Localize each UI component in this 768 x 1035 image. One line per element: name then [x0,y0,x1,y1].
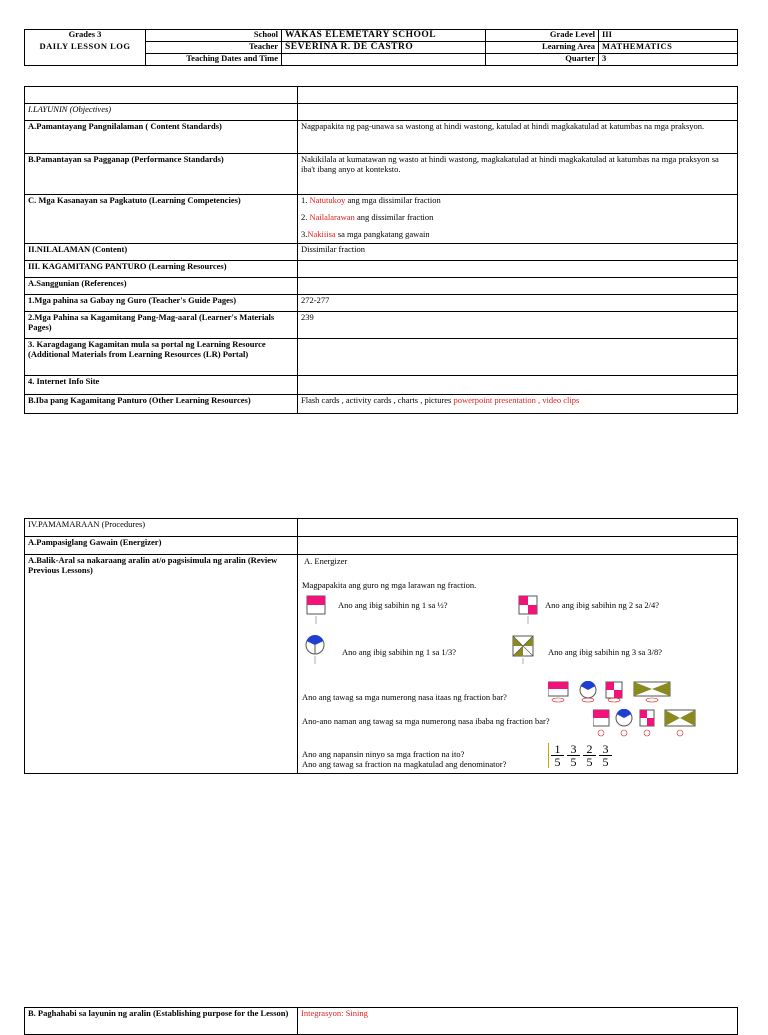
question-6: Ano-ano naman ang tawag sa mga numerong nasa ibaba ng fraction bar? [302,716,550,726]
school-value: WAKAS ELEMETARY SCHOOL [282,30,486,42]
blank-top-right [298,87,738,104]
tg-label: 1.Mga pahina sa Gabay ng Guro (Teacher's Guide Pages) [25,295,298,312]
question-2: Ano ang ibig sabihin ng 2 sa 2/4? [545,600,660,610]
question-5: Ano ang tawag sa mga numerong nasa itaas ng fraction bar? [302,692,507,702]
question-7: Ano ang napansin ninyo sa mga fraction na ito? [302,749,465,759]
quarter-label: Quarter [486,54,599,66]
tg-value: 272-277 [298,295,738,312]
intro-text: Magpapakita ang guro ng mga larawan ng fraction. [302,580,477,590]
teacher-value: SEVERINA R. DE CASTRO [282,42,486,54]
competency-2: 2. Nailalarawan ang dissimilar fraction [301,211,434,222]
quarter-value: 3 [599,54,738,66]
grades-cell: Grades 3 [25,30,146,42]
procedures-table [24,518,738,774]
competency-3: 3.Nakiiisa sa mga pangkatang gawain [301,228,430,239]
other-value: Flash cards , activity cards , charts , pictures powerpoint presentation , video clips [298,395,738,414]
lm-label: 2.Mga Pahina sa Kagamitang Pang-Mag-aaral (Learner's Materials Pages) [25,312,298,339]
log-title: DAILY LESSON LOG [25,42,146,54]
question-8: Ano ang tawag sa fraction na magkatulad ang denominator? [302,759,507,770]
numerator-figures-icon [548,681,688,703]
school-label: School [146,30,282,42]
competency-list [298,195,738,244]
content-std-label: A.Pamantayang Pangnilalaman ( Content Standards) [25,121,298,154]
third-circle-icon [304,635,326,665]
review-content [298,555,738,774]
blank-top-left [25,87,298,104]
teacher-label: Teacher [146,42,282,54]
question-7-8 [302,749,506,769]
question-3: Ano ang ibig sabihin ng 1 sa 1/3? [342,647,457,657]
content-std-value: Nagpapakita ng pag-unawa sa wastong at hindi wastong, katulad at hindi magkakatulad at katumbas na mga praksyon. [298,121,738,154]
header-table [24,29,738,66]
fraction-3: $\frac{2}{5}$ [583,743,596,768]
eighth-square-icon [512,635,534,665]
blank-cell [25,54,146,66]
learning-area-label: Learning Area [486,42,599,54]
energizer-heading: A. Energizer [304,556,348,566]
resources-label: III. KAGAMITANG PANTURO (Learning Resources) [25,261,298,278]
half-square-icon [306,595,326,625]
procedures-title: IV.PAMAMARAAN (Procedures) [25,519,298,537]
perf-std-label: B.Pamantayan sa Pagganap (Performance Standards) [25,154,298,195]
learning-area-value: MATHEMATICS [599,42,738,54]
purpose-table [24,1007,738,1035]
fraction-4: $\frac{3}{5}$ [599,743,612,768]
references-label: A.Sanggunian (References) [25,278,298,295]
purpose-value: Integrasyon: Sining [298,1008,738,1035]
review-label: A.Balik-Aral sa nakaraang aralin at/o pagsisimula ng aralin (Review Previous Lessons) [25,555,298,774]
question-1: Ano ang ibig sabihin ng 1 sa ½? [338,600,448,610]
content-label: II.NILALAMAN (Content) [25,244,298,261]
purpose-label: B. Paghahabi sa layunin ng aralin (Establishing purpose for the Lesson) [25,1008,298,1035]
lm-value: 239 [298,312,738,339]
lr-label: 3. Karagdagang Kagamitan mula sa portal ng Learning Resource (Additional Materials from Learning Resources (LR) Portal) [25,339,298,376]
competency-label: C. Mga Kasanayan sa Pagkatuto (Learning Competencies) [25,195,298,244]
objectives-title: I.LAYUNIN (Objectives) [25,104,298,121]
other-label: B.Iba pang Kagamitang Panturo (Other Learning Resources) [25,395,298,414]
fraction-2: $\frac{3}{5}$ [567,743,580,768]
grade-level-value: III [599,30,738,42]
question-4: Ano ang ibig sabihin ng 3 sa 3/8? [548,647,663,657]
energizer-label: A.Pampasiglang Gawain (Energizer) [25,537,298,555]
internet-label: 4. Internet Info Site [25,376,298,395]
similar-fractions-group [548,743,612,768]
objectives-table [24,86,738,414]
dates-label: Teaching Dates and Time [146,54,282,66]
content-value: Dissimilar fraction [298,244,738,261]
dates-value [282,54,486,66]
grade-level-label: Grade Level [486,30,599,42]
competency-1: 1. Natutukoy ang mga dissimilar fraction [301,195,441,205]
perf-std-value: Nakikilala at kumatawan ng wasto at hindi wastong, magkakatulad at hindi magkakatulad at katumbas na mga praksyon sa iba't ibang anyo at konteksto. [298,154,738,195]
denominator-figures-icon [593,709,723,739]
fraction-1: $\frac{1}{5}$ [551,743,564,768]
quarter-square-icon [518,595,538,625]
